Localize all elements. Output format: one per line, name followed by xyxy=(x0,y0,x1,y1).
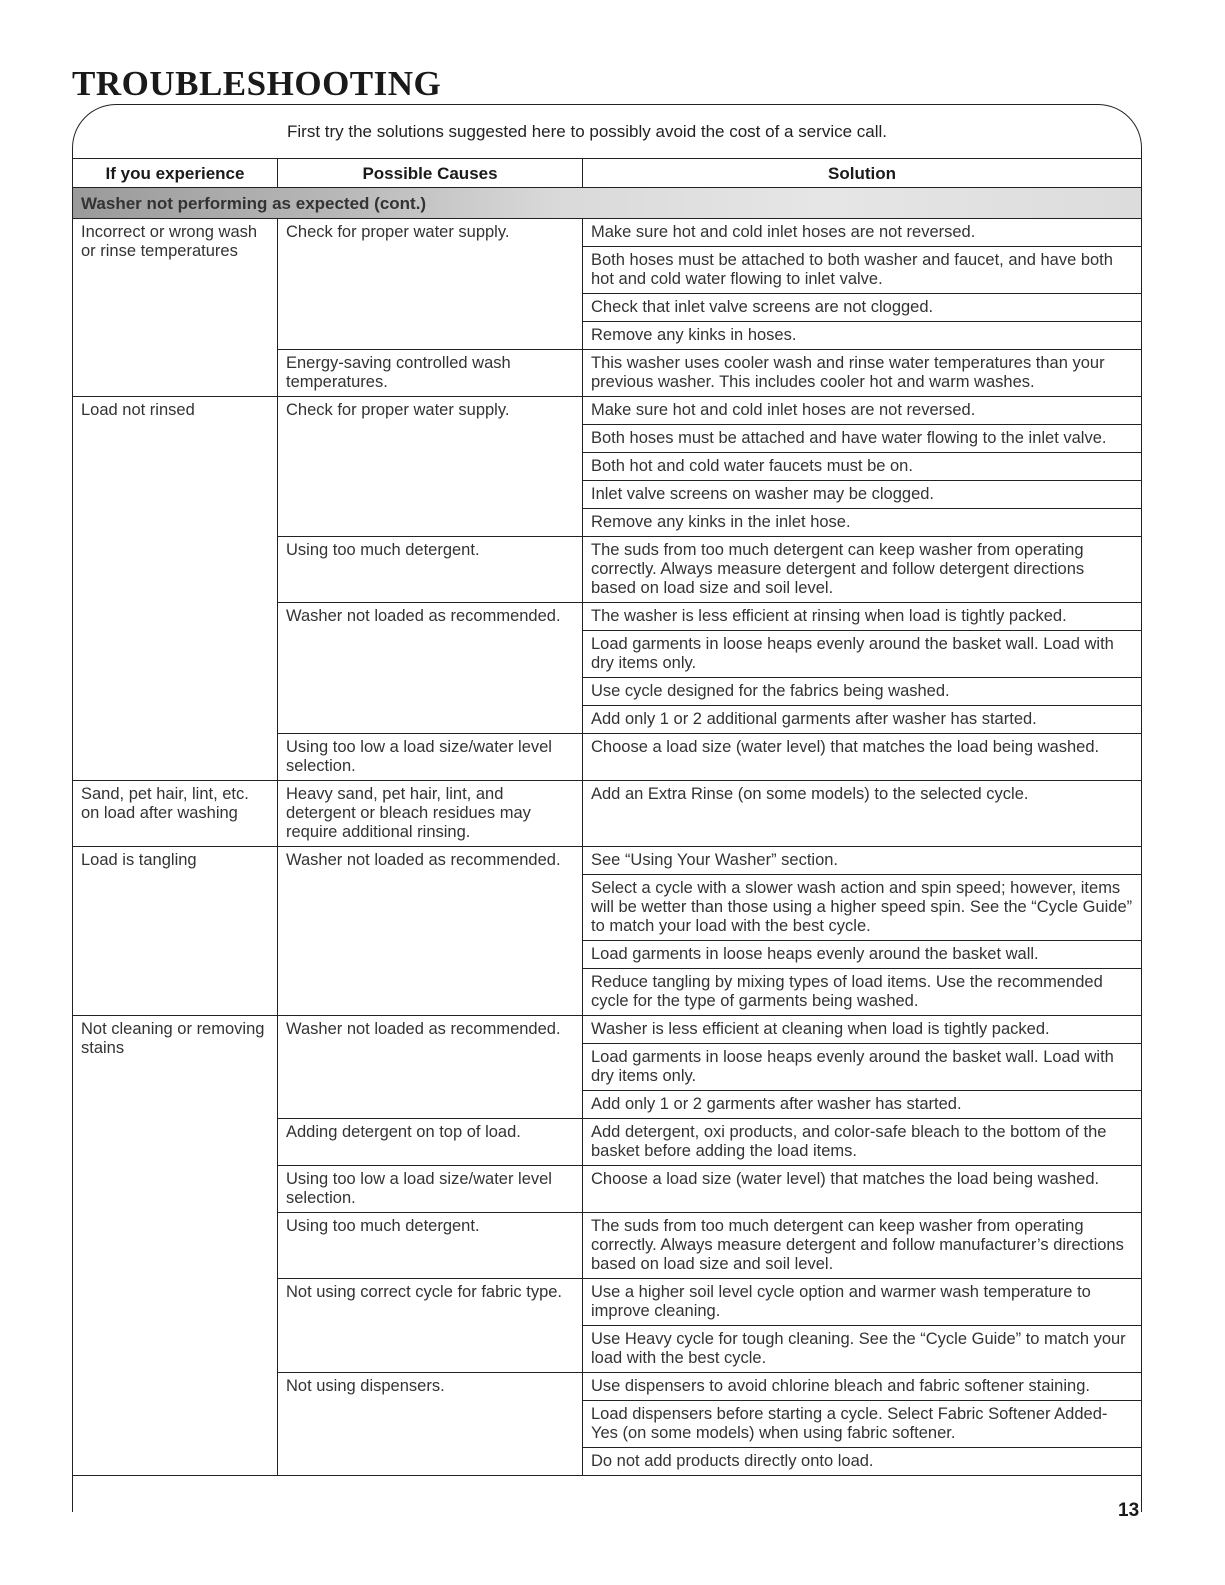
solutions-column xyxy=(583,1373,1141,1475)
cause-row xyxy=(278,1213,1141,1279)
solution-text: Both hoses must be attached to both washer and faucet, and have both hot and cold water flowing to inlet valve. xyxy=(583,247,1141,294)
solution-text: Make sure hot and cold inlet hoses are not reversed. xyxy=(583,219,1141,247)
solution-text: Use cycle designed for the fabrics being washed. xyxy=(583,678,1141,706)
issue-text: Not cleaning or removing stains xyxy=(73,1016,278,1475)
solution-text: This washer uses cooler wash and rinse water temperatures than your previous washer. This includes cooler hot and warm washes. xyxy=(591,354,1105,391)
cause-text: Heavy sand, pet hair, lint, and detergent or bleach residues may require additional rinsing. xyxy=(278,781,583,846)
cause-row xyxy=(278,1016,1141,1119)
cause-text: Using too low a load size/water level selection. xyxy=(278,734,583,780)
header-solution: Solution xyxy=(828,163,896,183)
solution-text: See “Using Your Washer” section. xyxy=(583,847,1141,875)
solution-text: Both hoses must be attached and have water flowing to the inlet valve. xyxy=(583,425,1141,453)
issue-text: Load not rinsed xyxy=(73,397,278,780)
solution-text: Inlet valve screens on washer may be clogged. xyxy=(583,481,1141,509)
solutions-column xyxy=(583,537,1141,602)
solution-text: Use Heavy cycle for tough cleaning. See the “Cycle Guide” to match your load with the best cycle. xyxy=(591,1330,1126,1367)
troubleshooting-table xyxy=(72,158,1142,1476)
solution-text: The suds from too much detergent can keep washer from operating correctly. Always measure detergent and follow detergent directions based on load size and soil level. xyxy=(591,541,1085,597)
solutions-column xyxy=(583,781,1141,846)
solutions-column xyxy=(583,1166,1141,1212)
issue-group xyxy=(73,847,1141,1016)
cause-row xyxy=(278,350,1141,396)
cause-row xyxy=(278,1166,1141,1213)
causes-column xyxy=(278,781,1141,846)
cause-text: Washer not loaded as recommended. xyxy=(278,1016,583,1118)
cause-text: Washer not loaded as recommended. xyxy=(278,603,583,733)
solutions-column xyxy=(583,219,1141,349)
solution-text: Use dispensers to avoid chlorine bleach and fabric softener staining. xyxy=(583,1373,1141,1401)
cause-row xyxy=(278,734,1141,780)
solution-text: Add an Extra Rinse (on some models) to the selected cycle. xyxy=(591,785,1029,803)
header-causes: Possible Causes xyxy=(278,159,583,187)
solutions-column xyxy=(583,1279,1141,1372)
cause-text: Not using dispensers. xyxy=(278,1373,583,1475)
header-experience: If you experience xyxy=(73,159,278,187)
cause-row xyxy=(278,1119,1141,1166)
causes-column xyxy=(278,397,1141,780)
cause-row xyxy=(278,537,1141,603)
solution-text: Remove any kinks in hoses. xyxy=(591,326,797,344)
solutions-column xyxy=(583,350,1141,396)
solutions-column xyxy=(583,603,1141,733)
solution-text: Add detergent, oxi products, and color-safe bleach to the bottom of the basket before adding the load items. xyxy=(591,1123,1107,1160)
cause-text: Using too much detergent. xyxy=(278,1213,583,1278)
solution-text: Make sure hot and cold inlet hoses are not reversed. xyxy=(583,397,1141,425)
cause-row xyxy=(278,1373,1141,1475)
solution-text: Choose a load size (water level) that matches the load being washed. xyxy=(591,1170,1100,1188)
solution-text: Remove any kinks in the inlet hose. xyxy=(591,513,851,531)
solution-text: Load garments in loose heaps evenly around the basket wall. Load with dry items only. xyxy=(583,1044,1141,1091)
solution-text: Add only 1 or 2 additional garments after washer has started. xyxy=(591,710,1037,728)
issue-group xyxy=(73,781,1141,847)
cause-row xyxy=(278,781,1141,846)
cause-row xyxy=(278,219,1141,350)
solutions-column xyxy=(583,397,1141,536)
solutions-column xyxy=(583,1016,1141,1118)
cause-text: Adding detergent on top of load. xyxy=(278,1119,583,1165)
solutions-column xyxy=(583,1213,1141,1278)
cause-text: Using too much detergent. xyxy=(278,537,583,602)
cause-text: Check for proper water supply. xyxy=(278,219,583,349)
causes-column xyxy=(278,219,1141,396)
intro-text: First try the solutions suggested here to possibly avoid the cost of a service call. xyxy=(287,122,888,141)
solution-text: Select a cycle with a slower wash action and spin speed; however, items will be wetter than those using a higher speed spin. See the “Cycle Guide” to match your load with the best cycle. xyxy=(583,875,1141,941)
cause-row xyxy=(278,397,1141,537)
solutions-column xyxy=(583,734,1141,780)
cause-text: Energy-saving controlled wash temperatures. xyxy=(278,350,583,396)
table-body xyxy=(73,219,1141,1475)
solution-text: Add only 1 or 2 garments after washer has started. xyxy=(591,1095,962,1113)
solution-text: Load garments in loose heaps evenly around the basket wall. xyxy=(583,941,1141,969)
cause-row xyxy=(278,1279,1141,1373)
solution-text: The suds from too much detergent can keep washer from operating correctly. Always measure detergent and follow manufacturer’s directions based on load size and soil level. xyxy=(591,1217,1124,1273)
solution-text: Choose a load size (water level) that matches the load being washed. xyxy=(591,738,1100,756)
solution-text: Load dispensers before starting a cycle. Select Fabric Softener Added-Yes (on some models) when using fabric softener. xyxy=(583,1401,1141,1448)
solution-text: Check that inlet valve screens are not clogged. xyxy=(583,294,1141,322)
solution-text: Reduce tangling by mixing types of load items. Use the recommended cycle for the type of garments being washed. xyxy=(591,973,1103,1010)
solution-text: Load garments in loose heaps evenly around the basket wall. Load with dry items only. xyxy=(583,631,1141,678)
solutions-column xyxy=(583,847,1141,1015)
table-header xyxy=(73,159,1141,188)
cause-text: Check for proper water supply. xyxy=(278,397,583,536)
solution-text: The washer is less efficient at rinsing when load is tightly packed. xyxy=(583,603,1141,631)
issue-text: Incorrect or wrong wash or rinse temperatures xyxy=(73,219,278,396)
causes-column xyxy=(278,1016,1141,1475)
cause-text: Washer not loaded as recommended. xyxy=(278,847,583,1015)
cause-row xyxy=(278,603,1141,734)
issue-text: Sand, pet hair, lint, etc. on load after washing xyxy=(73,781,278,846)
issue-group xyxy=(73,397,1141,781)
solution-text: Washer is less efficient at cleaning when load is tightly packed. xyxy=(583,1016,1141,1044)
page-title: TROUBLESHOOTING xyxy=(72,64,442,103)
cause-row xyxy=(278,847,1141,1015)
solutions-column xyxy=(583,1119,1141,1165)
cause-text: Not using correct cycle for fabric type. xyxy=(278,1279,583,1372)
issue-group xyxy=(73,1016,1141,1475)
causes-column xyxy=(278,847,1141,1015)
solution-text: Use a higher soil level cycle option and warmer wash temperature to improve cleaning. xyxy=(583,1279,1141,1326)
solution-text: Do not add products directly onto load. xyxy=(591,1452,874,1470)
page-number: 13 xyxy=(1118,1500,1140,1521)
solution-text: Both hot and cold water faucets must be on. xyxy=(583,453,1141,481)
issue-text: Load is tangling xyxy=(73,847,278,1015)
cause-text: Using too low a load size/water level selection. xyxy=(278,1166,583,1212)
issue-group xyxy=(73,219,1141,397)
section-header: Washer not performing as expected (cont.) xyxy=(73,188,1141,219)
